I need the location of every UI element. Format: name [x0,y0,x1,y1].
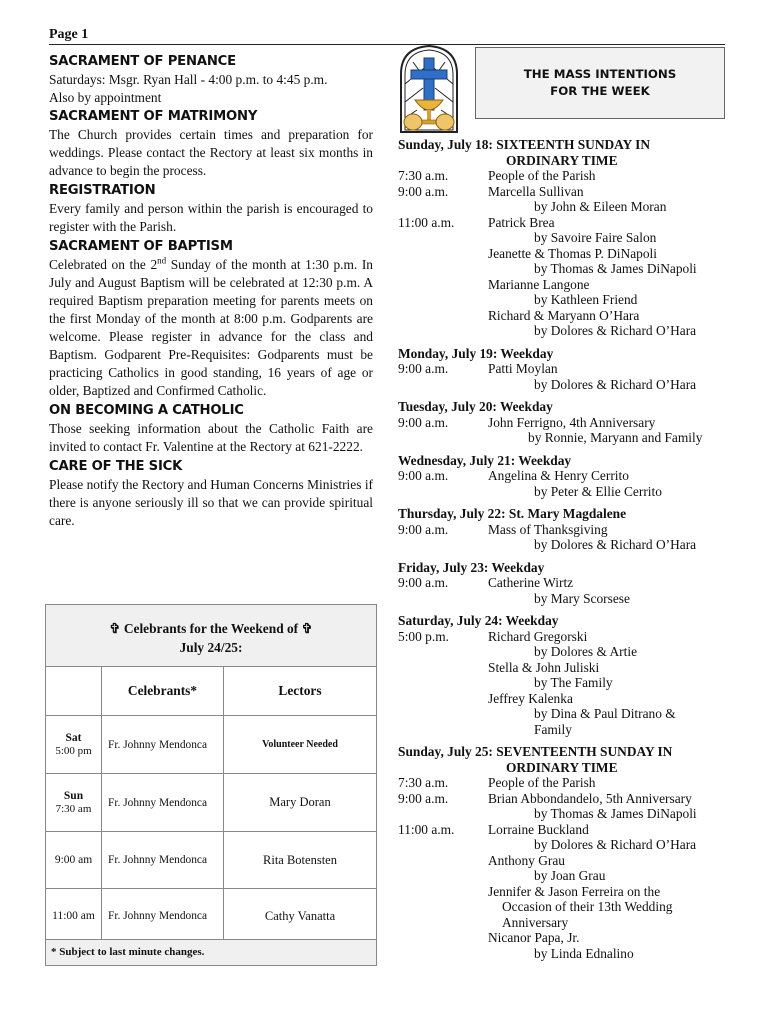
mass-intention: Jeanette & Thomas P. DiNapoli [488,245,657,261]
celebrants-table-title [46,605,376,667]
mass-day-title: Wednesday, July 21: Weekday [398,452,572,468]
mass-time-cell [46,832,102,888]
lector-cell: Cathy Vanatta [264,908,336,923]
list-item [398,775,738,791]
catholic-heading: ON BECOMING A CATHOLIC [49,403,244,418]
celebrant-cell: Fr. Johnny Mendonca [102,774,224,831]
list-item [398,806,738,822]
list-item [398,822,738,838]
mass-time: 7:30 am [55,803,92,815]
list-item [398,230,738,246]
mass-time: 7:30 a.m. [398,775,449,790]
mass-time: 9:00 a.m. [398,575,449,590]
col-celebrants: Celebrants* [102,667,224,715]
mass-day-block [398,399,738,446]
list-item [398,915,738,931]
list-item [398,184,738,200]
list-item [398,277,738,293]
list-item [398,537,738,553]
mass-time [398,806,488,822]
mass-intention: Catherine Wirtz [488,575,574,590]
baptism-text-sup: nd [157,255,167,266]
mass-time: 9:00 a.m. [398,521,449,537]
mass-intention: by Kathleen Friend [534,292,638,307]
mass-day: Sun [63,790,84,802]
lector-cell: Rita Botensten [263,852,337,867]
mass-intention: by John & Eileen Moran [534,199,667,214]
mass-time: 9:00 a.m. [398,790,449,806]
mass-intention: by Linda Ednalino [534,945,634,961]
mass-intention: by The Family [534,675,613,690]
mass-intention: by Thomas & James DiNapoli [534,261,697,276]
baptism-text-b: Sunday of the month at 1:30 p.m. In July and August Baptism will be celebrated at 12:30 p.m. A required Baptism preparation meeting for parents meets on the first Monday of the month at 8:00 p.m. Godparents are welcome. Please register in advance for the class and Baptism. Godparent Pre-Requisites: Godparents must be practicing Catholics in good standing, 16 years of age or older, Baptized and Confirmed Catholic. [49,257,373,398]
mass-time: 9:00 a.m. [398,414,449,430]
catholic-text: Those seeking information about the Catholic Faith are invited to contact Fr. Valentine at the Rectory at 621-2222. [49,421,373,454]
mass-intention: by Thomas & James DiNapoli [534,806,697,821]
mass-time [398,308,488,324]
list-item [398,484,738,500]
list-item [398,884,738,900]
mass-intentions-title-line-2: FOR THE WEEK [550,84,650,98]
mass-time: 7:30 a.m. [398,168,449,183]
mass-intentions-title-line-1: THE MASS INTENTIONS [523,67,677,81]
celebrants-header-row [46,667,376,716]
mass-day-title: Monday, July 19: Weekday [398,345,554,361]
penance-line-1: Saturdays: Msgr. Ryan Hall - 4:00 p.m. to 4:45 p.m. [49,72,328,87]
matrimony-heading: SACRAMENT OF MATRIMONY [49,109,258,124]
mass-time [398,899,488,915]
list-item [398,308,738,324]
mass-time: 11:00 a.m. [398,214,455,230]
mass-day-block [398,613,738,737]
mass-intention: Family [534,721,572,737]
list-item [398,930,738,946]
mass-time [398,292,488,308]
mass-intention: John Ferrigno, 4th Anniversary [488,414,656,430]
sacraments-column [49,52,373,531]
list-item [398,377,738,393]
lector-cell: Mary Doran [269,795,331,809]
mass-intention: by Ronnie, Maryann and Family [528,430,703,445]
mass-intention: by Peter & Ellie Cerrito [534,483,662,499]
list-item [398,261,738,277]
sick-text: Please notify the Rectory and Human Concerns Ministries if there is anyone seriously ill so that we can provide spiritual care. [49,477,373,528]
mass-time [398,199,488,215]
mass-intention: by Dolores & Richard O’Hara [534,837,697,852]
mass-time [398,853,488,869]
mass-intention: Nicanor Papa, Jr. [488,930,580,945]
mass-intention: Jennifer & Jason Ferreira on the [488,883,661,899]
celebrant-cell: Fr. Johnny Mendonca [102,832,224,888]
list-item [398,415,738,431]
mass-time [398,946,488,962]
baptism-text [49,256,373,400]
mass-day-block [398,346,738,393]
mass-intention: Marianne Langone [488,276,590,292]
mass-intention: Angelina & Henry Cerrito [488,468,629,483]
mass-time: 9:00 a.m. [398,183,449,199]
mass-intention: People of the Parish [488,168,596,183]
mass-time [398,484,488,500]
table-row [46,716,376,774]
mass-time: 5:00 p.m. [398,628,449,644]
mass-day-title: Sunday, July 25: SEVENTEENTH SUNDAY IN [398,744,673,759]
mass-intention: by Joan Grau [534,868,606,883]
mass-intention: Lorraine Buckland [488,821,589,837]
list-item [398,468,738,484]
mass-intention: by Dina & Paul Ditrano & [534,706,676,721]
mass-day-title: Sunday, July 18: SIXTEENTH SUNDAY IN [398,137,651,152]
mass-time [398,930,488,946]
mass-intentions-list [398,137,738,968]
mass-time-cell [46,889,102,943]
list-item [398,215,738,231]
mass-day-title: Saturday, July 24: Weekday [398,613,559,628]
penance-line-2: Also by appointment [49,90,162,105]
table-row [46,832,376,889]
list-item [398,522,738,538]
list-item [398,199,738,215]
mass-time [398,868,488,884]
mass-time: 9:00 a.m. [398,468,449,483]
top-divider [49,44,725,45]
matrimony-text: The Church provides certain times and preparation for weddings. Please contact the Rectory at least six months in advance to begin the process. [49,127,373,178]
mass-time [398,246,488,262]
list-item [398,706,738,722]
celebrant-cell: Fr. Johnny Mendonca [102,716,224,773]
mass-time [398,430,488,446]
mass-time [398,591,488,607]
list-item [398,946,738,962]
table-row [46,889,376,943]
mass-intention: Anthony Grau [488,852,565,868]
mass-intention: Brian Abbondandelo, 5th Anniversary [488,790,692,806]
mass-day-title-cont: ORDINARY TIME [506,759,618,775]
mass-intention: by Dolores & Artie [534,644,638,659]
mass-intention: Richard Gregorski [488,628,588,644]
list-item [398,853,738,869]
mass-intention: People of the Parish [488,775,596,790]
list-item [398,722,738,738]
celebrants-table [45,604,377,944]
celebrants-title-line-1: ✞ Celebrants for the Weekend of ✞ [109,621,313,636]
mass-intention: by Dolores & Richard O’Hara [534,376,697,392]
baptism-heading: SACRAMENT OF BAPTISM [49,239,233,254]
list-item [398,323,738,339]
mass-intention: Stella & John Juliski [488,659,600,675]
mass-time [398,377,488,393]
mass-day-block [398,137,738,339]
list-item [398,837,738,853]
mass-day-title: Thursday, July 22: St. Mary Magdalene [398,506,627,521]
mass-time [398,230,488,246]
registration-text: Every family and person within the parish is encouraged to register with the Parish. [49,201,373,234]
mass-time [398,675,488,691]
celebrants-title-line-2: July 24/25: [179,640,243,655]
baptism-text-a: Celebrated on the 2 [49,257,158,272]
page-number: Page 1 [49,27,89,42]
mass-intention: by Savoire Faire Salon [534,230,657,245]
list-item [398,691,738,707]
mass-time [398,644,488,660]
penance-heading: SACRAMENT OF PENANCE [49,54,236,69]
list-item [398,591,738,607]
list-item [398,168,738,184]
mass-intention: Anniversary [502,914,569,930]
mass-time: 5:00 pm [55,745,92,757]
lector-cell: Volunteer Needed [262,739,338,750]
list-item [398,675,738,691]
list-item [398,292,738,308]
mass-time [398,706,488,722]
mass-time [398,884,488,900]
mass-time: 9:00 a.m. [398,361,449,376]
list-item [398,868,738,884]
list-item [398,430,738,446]
mass-time-cell [46,716,102,773]
sick-heading: CARE OF THE SICK [49,459,183,474]
mass-time: 11:00 a.m. [398,821,455,837]
mass-intention: Mass of Thanksgiving [488,521,608,537]
registration-heading: REGISTRATION [49,183,156,198]
mass-time [398,691,488,707]
mass-time [398,915,488,931]
list-item [398,660,738,676]
stained-glass-cross-chalice-icon [393,44,465,134]
list-item [398,575,738,591]
list-item [398,361,738,377]
mass-time: 9:00 am [54,853,93,866]
mass-intention: Occasion of their 13th Wedding [502,899,673,914]
table-row [46,774,376,832]
mass-day-block [398,453,738,500]
mass-time [398,537,488,553]
mass-intention: Marcella Sullivan [488,183,584,199]
mass-time [398,722,488,738]
mass-day-block [398,506,738,553]
list-item [398,791,738,807]
mass-time: 11:00 am [52,909,95,922]
mass-time [398,261,488,277]
mass-intention: Patrick Brea [488,214,555,230]
list-item [398,629,738,645]
col-lectors: Lectors [278,683,322,698]
mass-intention: Patti Moylan [488,361,558,376]
celebrant-cell: Fr. Johnny Mendonca [102,889,224,943]
empty-header-cell [46,667,102,715]
celebrants-footnote: * Subject to last minute changes. [45,939,377,966]
mass-time-cell [46,774,102,831]
mass-day-title-cont: ORDINARY TIME [506,152,618,168]
mass-day: Sat [65,732,82,744]
mass-day-block [398,744,738,961]
list-item [398,644,738,660]
mass-time [398,323,488,339]
list-item [398,246,738,262]
mass-time [398,660,488,676]
mass-intention: Richard & Maryann O’Hara [488,307,640,323]
mass-intention: by Dolores & Richard O’Hara [534,323,697,338]
mass-intention: by Mary Scorsese [534,590,630,606]
mass-time [398,277,488,293]
mass-day-title: Tuesday, July 20: Weekday [398,399,553,414]
mass-intentions-title [475,47,725,119]
mass-intention: by Dolores & Richard O’Hara [534,537,697,552]
mass-day-title: Friday, July 23: Weekday [398,559,545,575]
mass-time [398,837,488,853]
mass-intention: Jeffrey Kalenka [488,690,573,706]
list-item [398,899,738,915]
mass-day-block [398,560,738,607]
